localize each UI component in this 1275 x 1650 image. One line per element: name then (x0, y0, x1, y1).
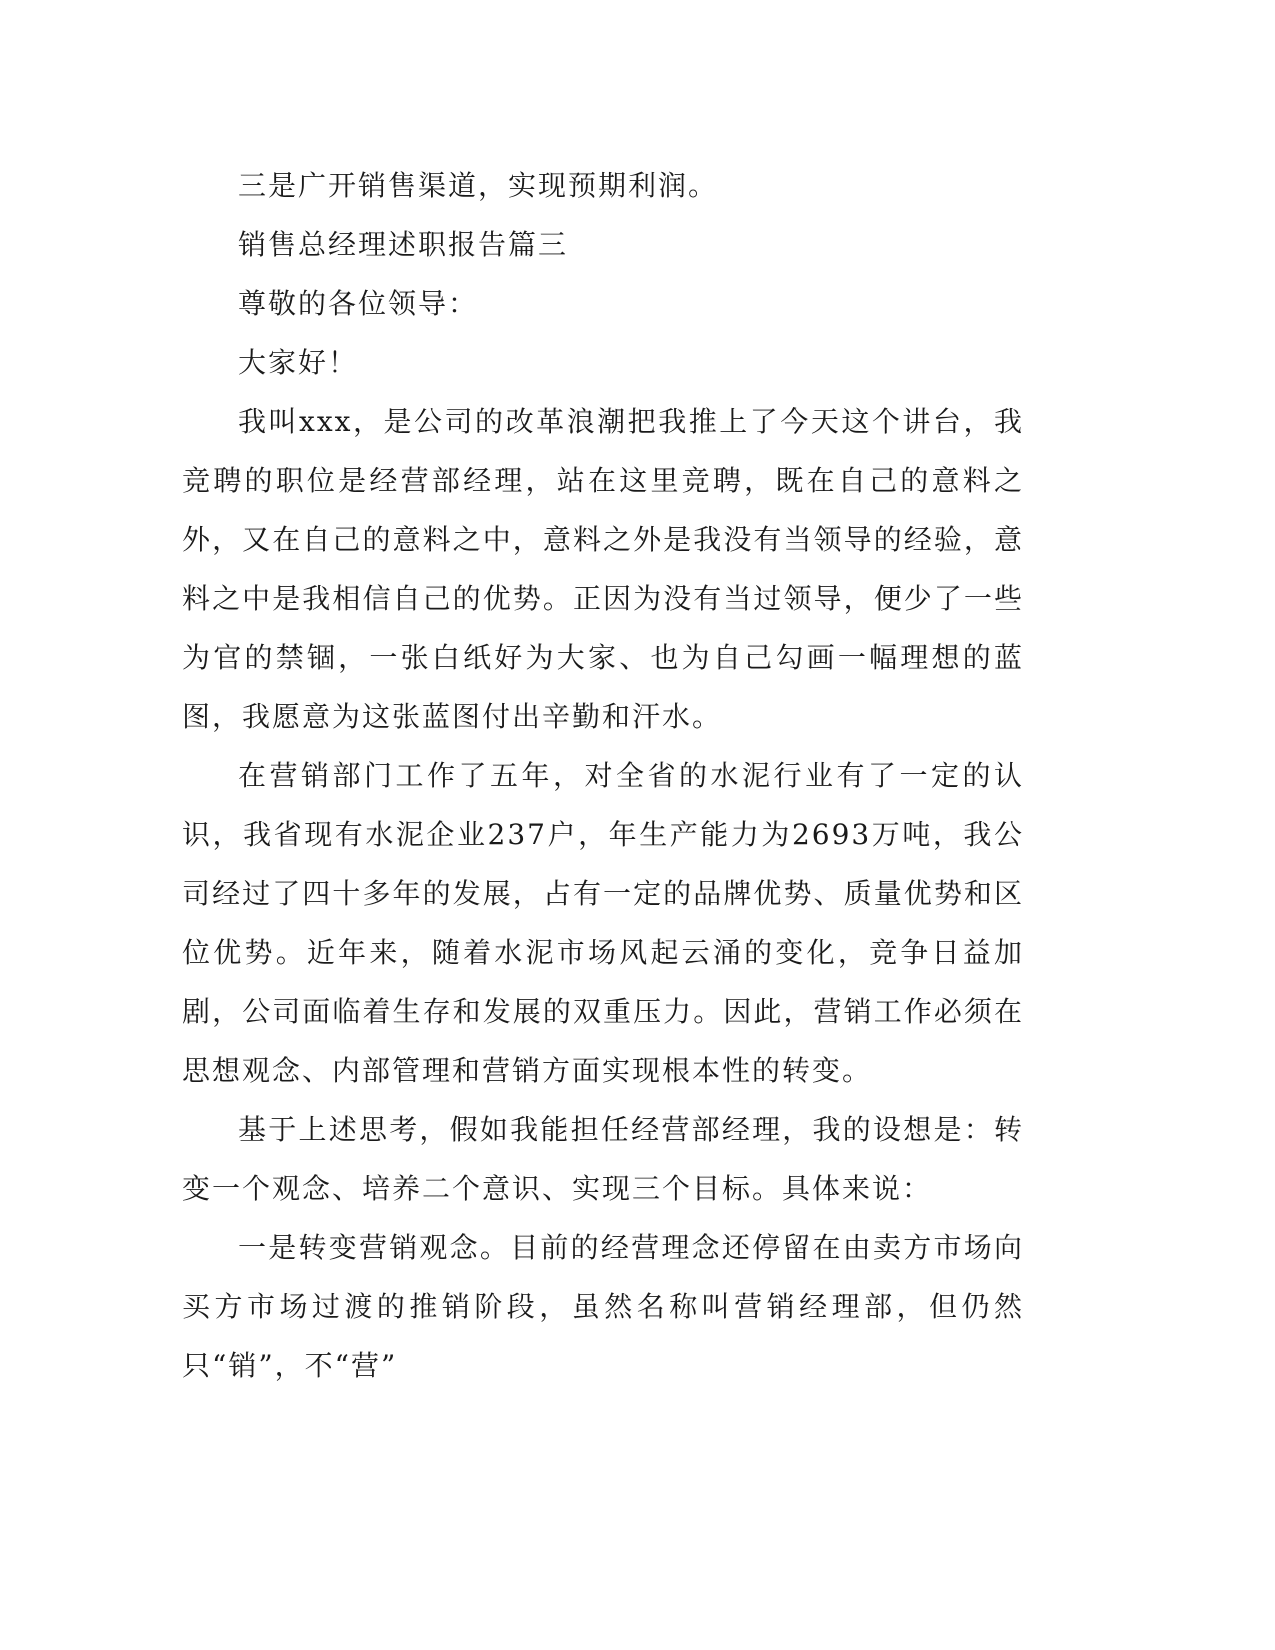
greeting: 大家好！ (238, 346, 359, 379)
document-body (182, 156, 1024, 1395)
paragraph-introduction: 我叫xxx，是公司的改革浪潮把我推上了今天这个讲台，我竞聘的职位是经营部经理，站在这里竞聘，既在自己的意料之外，又在自己的意料之中，意料之外是我没有当领导的经验，意料之中是我相信自己的优势。正因为没有当过领导，便少了一些为官的禁锢，一张白纸好为大家、也为自己勾画一幅理想的蓝图，我愿意为这张蓝图付出辛勤和汗水。 (182, 405, 1024, 733)
paragraph-industry-background: 在营销部门工作了五年，对全省的水泥行业有了一定的认识，我省现有水泥企业237户，年生产能力为2693万吨，我公司经过了四十多年的发展，占有一定的品牌优势、质量优势和区位优势。近年来，随着水泥市场风起云涌的变化，竞争日益加剧，公司面临着生存和发展的双重压力。因此，营销工作必须在思想观念、内部管理和营销方面实现根本性的转变。 (182, 759, 1024, 1087)
salutation: 尊敬的各位领导： (238, 287, 479, 320)
paragraph-first-goal: 一是转变营销观念。目前的经营理念还停留在由卖方市场向买方市场过渡的推销阶段，虽然名称叫营销经理部，但仍然只“销”，不“营” (182, 1231, 1024, 1382)
paragraph-plan-overview: 基于上述思考，假如我能担任经营部经理，我的设想是：转变一个观念、培养二个意识、实现三个目标。具体来说： (182, 1113, 1024, 1205)
section-heading: 销售总经理述职报告篇三 (238, 228, 569, 261)
paragraph-closing-point: 三是广开销售渠道，实现预期利润。 (238, 169, 719, 202)
